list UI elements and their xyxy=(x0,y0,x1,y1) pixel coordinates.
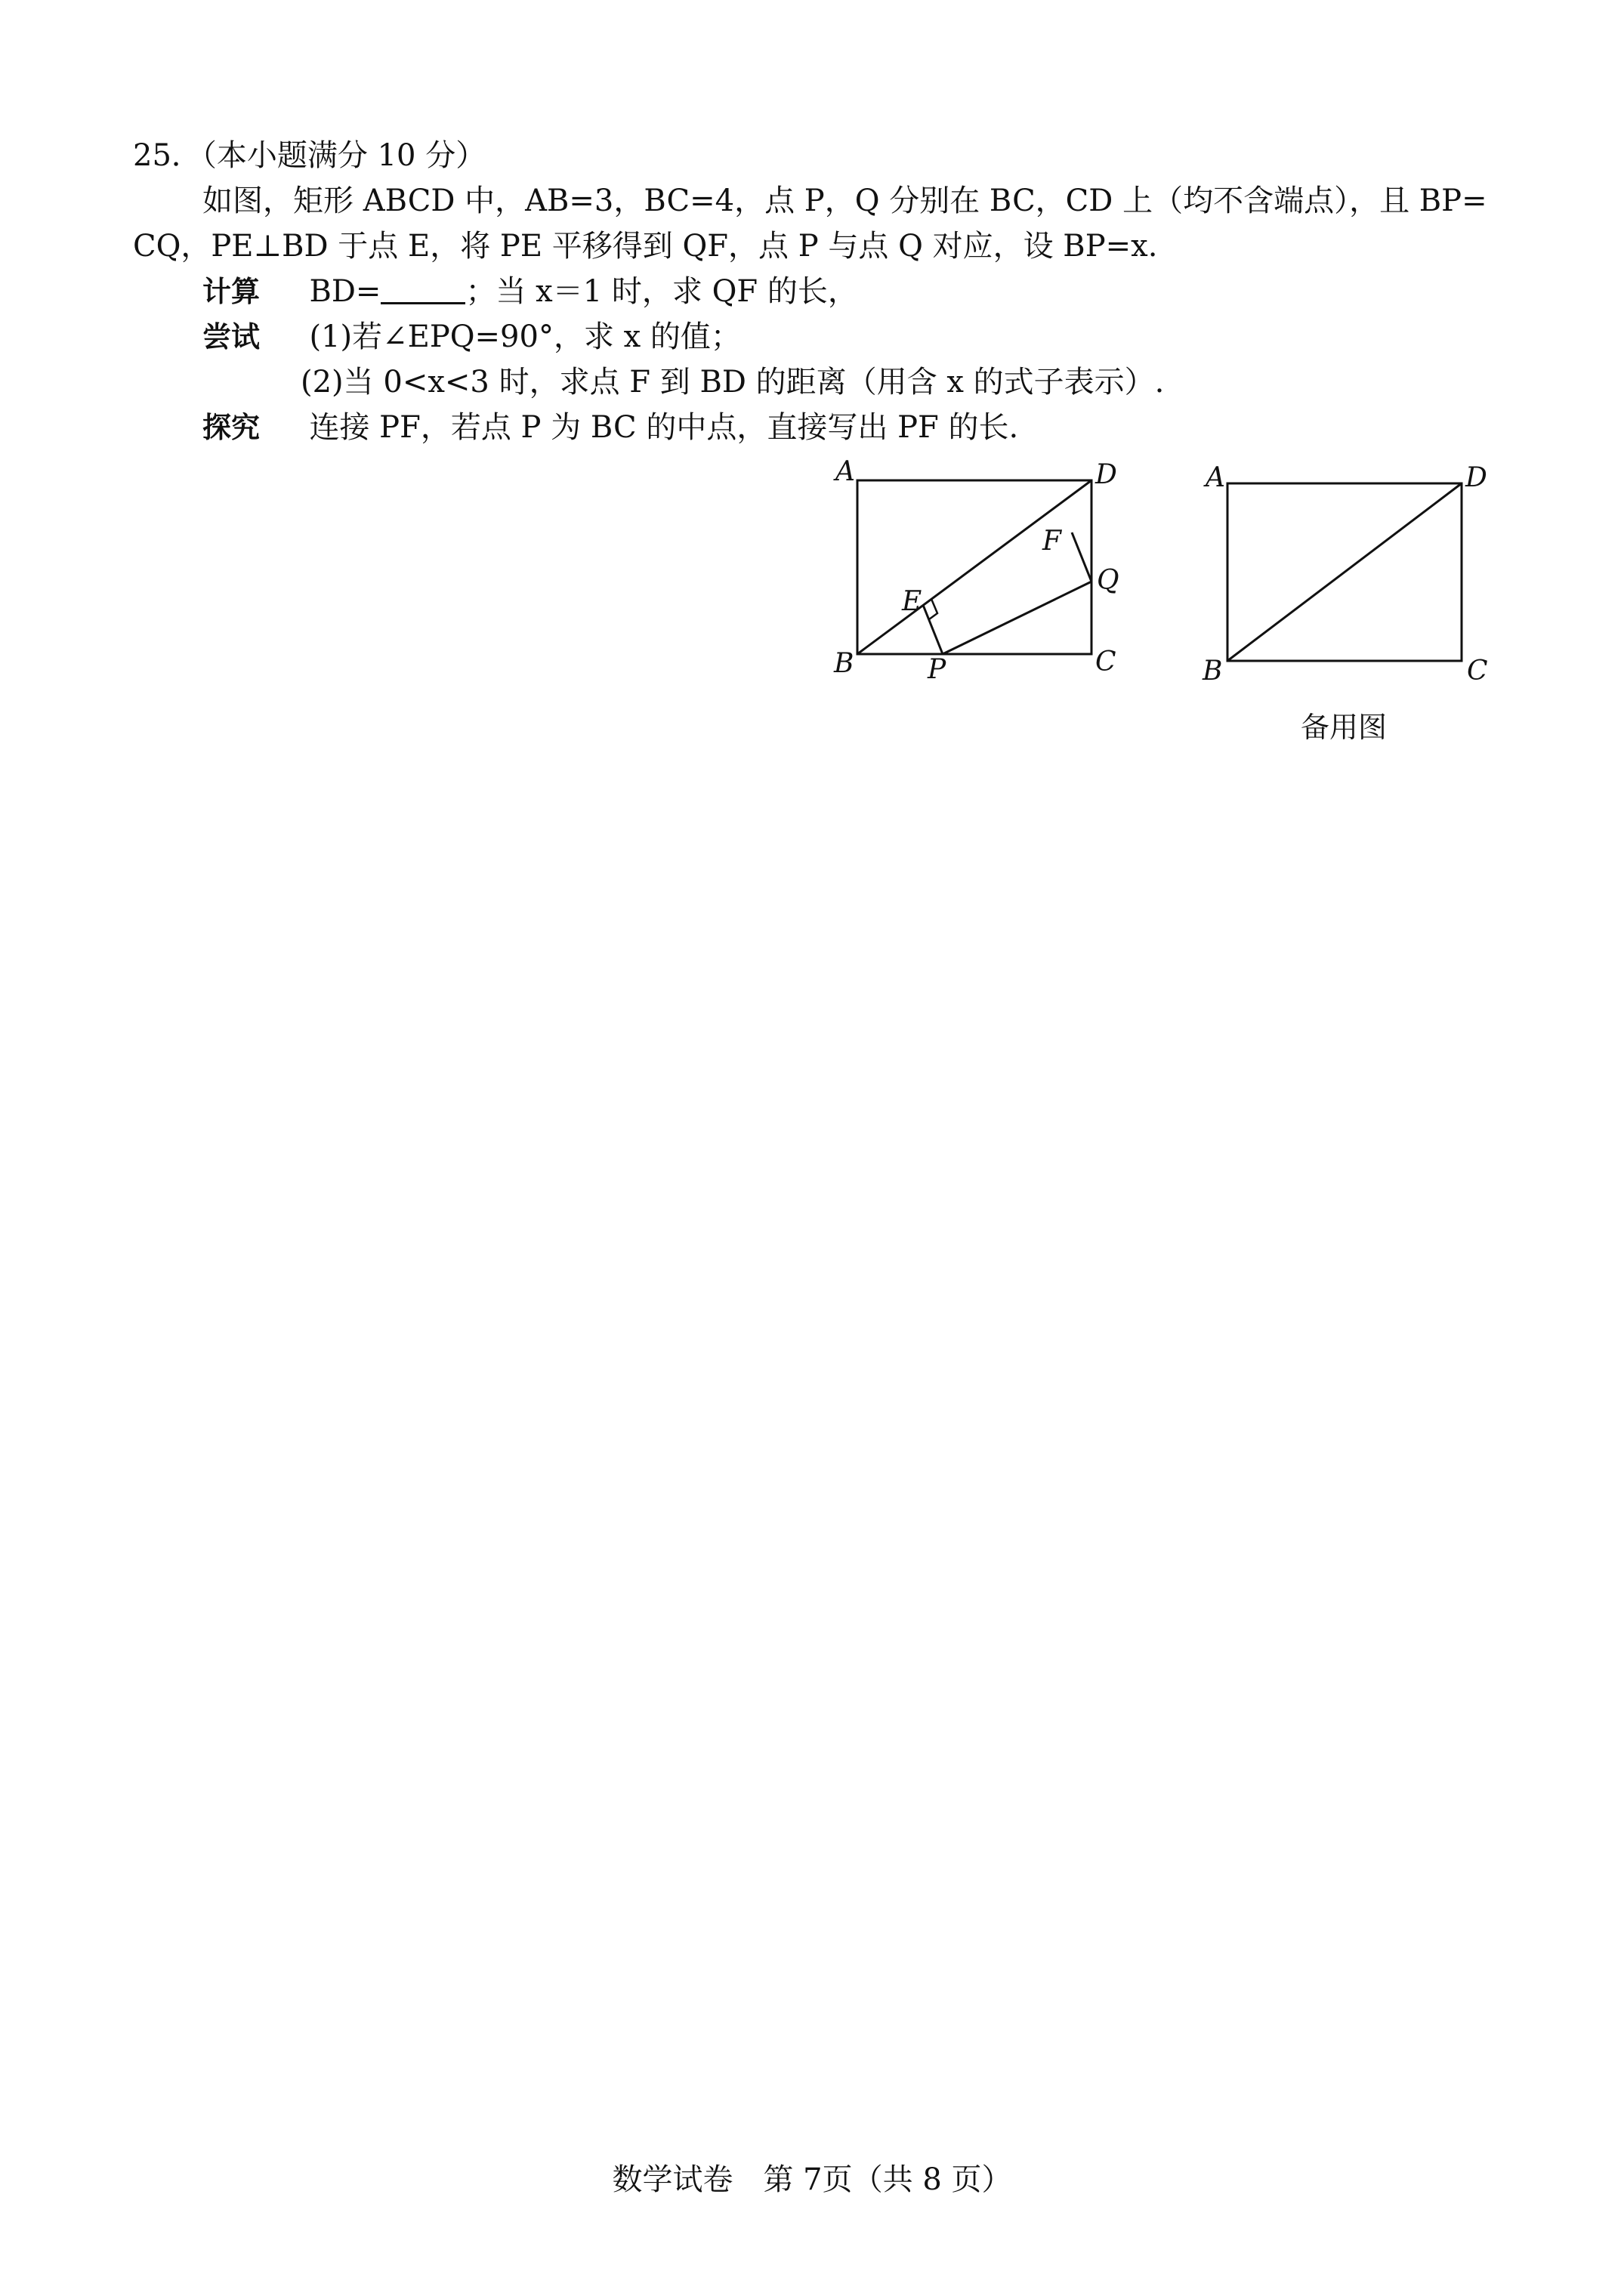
try-part-2: (2)当 0<x<3 时，求点 F 到 BD 的距离（用含 x 的式子表示）. xyxy=(301,365,1165,400)
calc-text-after: ；当 x＝1 时，求 QF 的长， xyxy=(465,274,858,309)
right-angle-mark xyxy=(929,599,937,619)
calc-label: 计算 xyxy=(202,275,261,308)
label-p: P xyxy=(928,654,946,685)
try-part-1: (1)若∠EPQ=90°，求 x 的值； xyxy=(309,319,741,354)
label-c-spare: C xyxy=(1467,656,1488,687)
calc-row xyxy=(202,270,858,313)
label-f: F xyxy=(1042,526,1061,557)
figure-spare xyxy=(1186,453,1518,695)
segment-pq xyxy=(943,582,1091,654)
label-b: B xyxy=(834,648,854,679)
label-q: Q xyxy=(1097,565,1119,596)
label-b-spare: B xyxy=(1203,656,1223,687)
page-footer: 数学试卷 第 7页（共 8 页） xyxy=(612,2162,1012,2197)
calc-text-before: BD= xyxy=(309,274,381,309)
explore-row xyxy=(202,406,1018,449)
figure-main xyxy=(823,453,1156,695)
label-c: C xyxy=(1095,647,1116,677)
label-d-spare: D xyxy=(1465,462,1487,493)
problem-stem-line2: CQ，PE⊥BD 于点 E，将 PE 平移得到 QF，点 P 与点 Q 对应，设 BP=x. xyxy=(133,229,1158,264)
segment-qf xyxy=(1072,532,1091,582)
problem-header: 25．（本小题满分 10 分） xyxy=(133,138,486,173)
explore-text: 连接 PF，若点 P 为 BC 的中点，直接写出 PF 的长. xyxy=(309,410,1019,445)
explore-label: 探究 xyxy=(202,411,261,444)
diagonal-bd xyxy=(857,480,1091,654)
label-a: A xyxy=(835,456,855,487)
problem-stem-line1: 如图，矩形 ABCD 中，AB=3，BC=4，点 P，Q 分别在 BC，CD 上（均不含端点），且 BP= xyxy=(202,184,1487,218)
diagonal-bd-spare xyxy=(1227,483,1462,661)
figure-caption: 备用图 xyxy=(1301,711,1388,744)
segment-pe xyxy=(923,605,943,654)
try-label: 尝试 xyxy=(202,320,261,353)
label-d: D xyxy=(1095,459,1117,490)
label-e: E xyxy=(902,586,922,617)
label-a-spare: A xyxy=(1206,462,1225,493)
answer-blank xyxy=(381,275,465,304)
try-row-1 xyxy=(202,316,741,358)
